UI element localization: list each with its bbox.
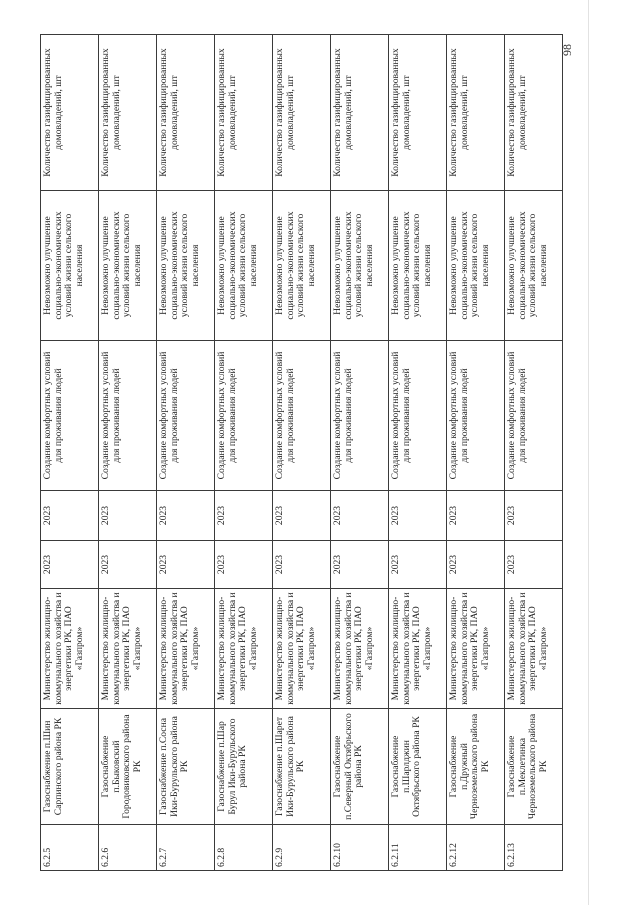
row-number: 6.2.10 <box>331 825 389 871</box>
event-name: Газоснабжение п.Шарет Ики-Бурульского района РК <box>273 709 331 825</box>
table-row <box>41 35 99 871</box>
table-row <box>331 35 389 871</box>
responsible-org: Министерство жилищно-коммунального хозяйства и энергетики РК, ПАО «Газпром» <box>41 589 99 709</box>
expected-result: Создание комфортных условий для проживания людей <box>157 341 215 491</box>
start-year: 2023 <box>215 541 273 589</box>
page-number: 98 <box>560 44 574 56</box>
row-number: 6.2.11 <box>389 825 447 871</box>
start-year: 2023 <box>389 541 447 589</box>
table-row <box>505 35 563 871</box>
responsible-org: Министерство жилищно-коммунального хозяйства и энергетики РК, ПАО «Газпром» <box>157 589 215 709</box>
start-year: 2023 <box>99 541 157 589</box>
start-year: 2023 <box>273 541 331 589</box>
indicator: Количество газифицированных домовладений, шт <box>157 35 215 191</box>
event-name: Газоснабжение п.Быковский Городовиковского района РК <box>99 709 157 825</box>
row-number: 6.2.8 <box>215 825 273 871</box>
event-name: Газоснабжение п.Северный Октябрьского района РК <box>331 709 389 825</box>
expected-result: Создание комфортных условий для проживания людей <box>331 341 389 491</box>
consequence: Невозможно улучшение социально-экономических условий жизни сельского населения <box>41 191 99 341</box>
consequence: Невозможно улучшение социально-экономических условий жизни сельского населения <box>215 191 273 341</box>
consequence: Невозможно улучшение социально-экономических условий жизни сельского населения <box>157 191 215 341</box>
row-number: 6.2.5 <box>41 825 99 871</box>
row-number: 6.2.12 <box>447 825 505 871</box>
table-row <box>273 35 331 871</box>
start-year: 2023 <box>505 541 563 589</box>
end-year: 2023 <box>215 491 273 541</box>
responsible-org: Министерство жилищно-коммунального хозяйства и энергетики РК, ПАО «Газпром» <box>99 589 157 709</box>
consequence: Невозможно улучшение социально-экономических условий жизни сельского населения <box>99 191 157 341</box>
event-name: Газоснабжение п.Дружный Черноземельского района РК <box>447 709 505 825</box>
consequence: Невозможно улучшение социально-экономических условий жизни сельского населения <box>447 191 505 341</box>
responsible-org: Министерство жилищно-коммунального хозяйства и энергетики РК, ПАО «Газпром» <box>505 589 563 709</box>
table-row <box>99 35 157 871</box>
table-row <box>389 35 447 871</box>
expected-result: Создание комфортных условий для проживания людей <box>41 341 99 491</box>
row-number: 6.2.6 <box>99 825 157 871</box>
start-year: 2023 <box>331 541 389 589</box>
rotated-table-container <box>40 35 563 871</box>
consequence: Невозможно улучшение социально-экономических условий жизни сельского населения <box>389 191 447 341</box>
event-name: Газоснабжение п.Шар Бурул Ики-Бурульского района РК <box>215 709 273 825</box>
indicator: Количество газифицированных домовладений, шт <box>447 35 505 191</box>
expected-result: Создание комфортных условий для проживания людей <box>99 341 157 491</box>
event-name: Газоснабжение п.Меклетинка Черноземельского района РК <box>505 709 563 825</box>
end-year: 2023 <box>505 491 563 541</box>
event-name: Газоснабжение п.Шин Сарпинского района РК <box>41 709 99 825</box>
end-year: 2023 <box>41 491 99 541</box>
start-year: 2023 <box>447 541 505 589</box>
end-year: 2023 <box>389 491 447 541</box>
responsible-org: Министерство жилищно-коммунального хозяйства и энергетики РК, ПАО «Газпром» <box>389 589 447 709</box>
expected-result: Создание комфортных условий для проживания людей <box>273 341 331 491</box>
expected-result: Создание комфортных условий для проживания людей <box>447 341 505 491</box>
row-number: 6.2.7 <box>157 825 215 871</box>
expected-result: Создание комфортных условий для проживания людей <box>389 341 447 491</box>
indicator: Количество газифицированных домовладений, шт <box>331 35 389 191</box>
indicator: Количество газифицированных домовладений, шт <box>389 35 447 191</box>
consequence: Невозможно улучшение социально-экономических условий жизни сельского населения <box>505 191 563 341</box>
indicator: Количество газифицированных домовладений, шт <box>99 35 157 191</box>
expected-result: Создание комфортных условий для проживания людей <box>215 341 273 491</box>
consequence: Невозможно улучшение социально-экономических условий жизни сельского населения <box>273 191 331 341</box>
end-year: 2023 <box>273 491 331 541</box>
row-number: 6.2.9 <box>273 825 331 871</box>
end-year: 2023 <box>99 491 157 541</box>
responsible-org: Министерство жилищно-коммунального хозяйства и энергетики РК, ПАО «Газпром» <box>273 589 331 709</box>
table-row <box>157 35 215 871</box>
responsible-org: Министерство жилищно-коммунального хозяйства и энергетики РК, ПАО «Газпром» <box>331 589 389 709</box>
end-year: 2023 <box>331 491 389 541</box>
indicator: Количество газифицированных домовладений, шт <box>215 35 273 191</box>
indicator: Количество газифицированных домовладений, шт <box>41 35 99 191</box>
table-row <box>215 35 273 871</box>
gasification-table <box>40 34 563 871</box>
table-row <box>447 35 505 871</box>
indicator: Количество газифицированных домовладений, шт <box>505 35 563 191</box>
row-number: 6.2.13 <box>505 825 563 871</box>
responsible-org: Министерство жилищно-коммунального хозяйства и энергетики РК, ПАО «Газпром» <box>447 589 505 709</box>
event-name: Газоснабжение п.Сосна Ики-Бурульского района РК <box>157 709 215 825</box>
end-year: 2023 <box>157 491 215 541</box>
event-name: Газоснабжение п.Шарлджин Октябрьского района РК <box>389 709 447 825</box>
responsible-org: Министерство жилищно-коммунального хозяйства и энергетики РК, ПАО «Газпром» <box>215 589 273 709</box>
indicator: Количество газифицированных домовладений, шт <box>273 35 331 191</box>
end-year: 2023 <box>447 491 505 541</box>
consequence: Невозможно улучшение социально-экономических условий жизни сельского населения <box>331 191 389 341</box>
page-fold-line <box>588 0 589 905</box>
start-year: 2023 <box>41 541 99 589</box>
expected-result: Создание комфортных условий для проживания людей <box>505 341 563 491</box>
start-year: 2023 <box>157 541 215 589</box>
